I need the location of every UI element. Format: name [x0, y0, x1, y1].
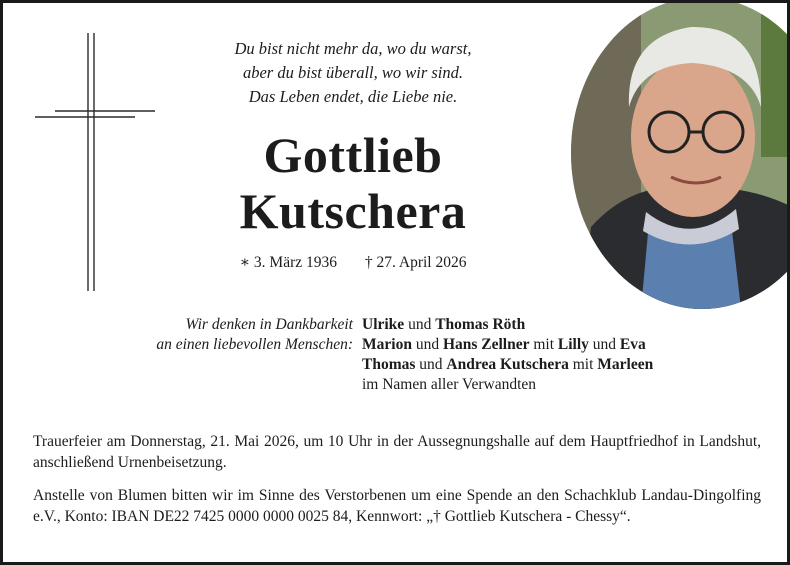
family-line — [362, 355, 742, 375]
connector: mit — [529, 336, 558, 353]
thanks-text — [113, 315, 353, 355]
verse-line: Du bist nicht mehr da, wo du warst, — [234, 39, 472, 58]
portrait-photo — [571, 0, 790, 309]
first-name: Gottlieb — [263, 127, 443, 183]
thanks-line: an einen liebevollen Menschen: — [156, 336, 353, 353]
family-member: Eva — [619, 336, 646, 353]
family-member: Lilly — [557, 336, 589, 353]
connector: und — [404, 316, 436, 333]
family-list — [362, 315, 742, 395]
donation-text: Anstelle von Blumen bitten wir im Sinne des Verstorbenen um eine Spende an den Schachklub Landau-Dingolfing e.V., Konto: IBAN DE22 7425 0000 0000 0025 84, Kennwort: „† Gottlieb Kutschera - Chessy“. — [33, 487, 761, 525]
birth-date: ∗ 3. März 1936 — [239, 254, 337, 271]
family-member: Hans Zellner — [442, 336, 530, 353]
connector: und — [415, 356, 447, 373]
family-line — [362, 335, 742, 355]
funeral-service-text: Trauerfeier am Donnerstag, 21. Mai 2026, um 10 Uhr in der Aussegnungshalle auf dem Hauptfriedhof in Landshut, anschließend Urnenbeisetzung. — [33, 433, 761, 471]
family-line — [362, 315, 742, 335]
thanks-line: Wir denken in Dankbarkeit — [185, 316, 353, 333]
family-member: Thomas — [362, 356, 416, 373]
connector: und — [588, 336, 620, 353]
life-dates — [193, 253, 513, 272]
memorial-verse — [183, 37, 523, 109]
verse-line: aber du bist überall, wo wir sind. — [242, 63, 464, 82]
family-member: Ulrike — [362, 316, 405, 333]
connector: und — [411, 336, 443, 353]
portrait-image — [571, 0, 790, 309]
family-member: Thomas Röth — [435, 316, 526, 333]
death-date: † 27. April 2026 — [364, 254, 467, 271]
family-member: Marleen — [597, 356, 654, 373]
cross-icon — [33, 31, 158, 293]
deceased-name — [193, 127, 513, 239]
verse-line: Das Leben endet, die Liebe nie. — [248, 87, 458, 106]
family-member: Marion — [362, 336, 412, 353]
family-member: Andrea Kutschera — [446, 356, 569, 373]
connector: mit — [568, 356, 598, 373]
family-line: im Namen aller Verwandten — [362, 376, 537, 393]
last-name: Kutschera — [239, 183, 467, 239]
